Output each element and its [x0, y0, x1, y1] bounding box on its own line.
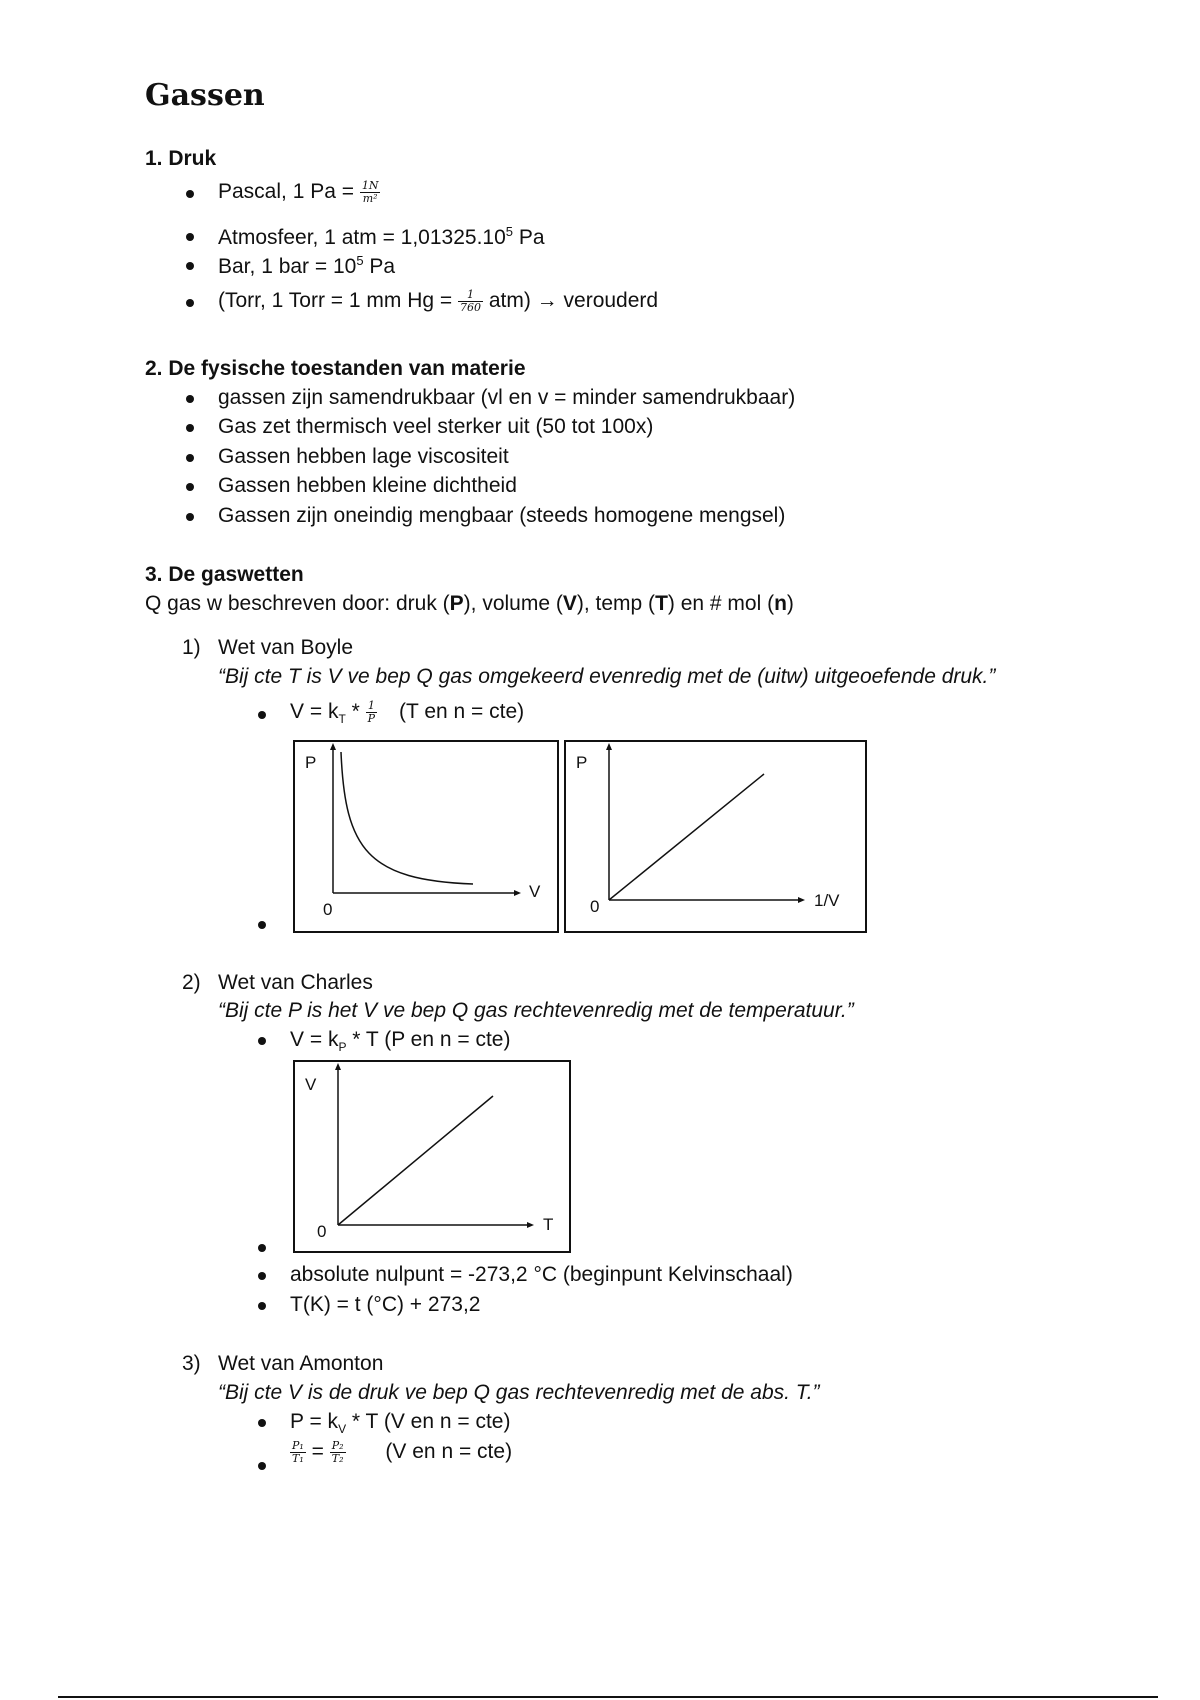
section-2-heading: 2. De fysische toestanden van materie [145, 357, 526, 380]
intro-text: ) en # mol ( [667, 592, 775, 615]
section-3-intro [145, 592, 794, 616]
list-item: gassen zijn samendrukbaar (vl en v = minder samendrukbaar) [218, 386, 796, 409]
intro-text: ), temp ( [576, 592, 656, 615]
bullet [258, 1302, 266, 1310]
axis-label-p: P [305, 753, 317, 772]
amonton-ratio-formula [290, 1440, 512, 1465]
bullet [186, 262, 194, 270]
bullet [186, 190, 194, 198]
intro-t: T [655, 592, 668, 615]
frac-den: P [367, 712, 376, 725]
intro-text: Q gas w beschreven door: druk ( [145, 592, 450, 615]
axis-label-v: V [529, 882, 541, 901]
atm-unit: Pa [513, 226, 545, 249]
torr-den: 760 [460, 301, 482, 314]
torr-num: 1 [458, 289, 483, 302]
ratio-fraction-1 [290, 1440, 306, 1465]
boyle-graph-p-inv-v [564, 740, 867, 933]
boyle-formula [290, 700, 524, 726]
bullet [258, 711, 266, 719]
bar-exp: 5 [356, 253, 364, 268]
amonton-number: 3) [182, 1352, 201, 1375]
formula-text: * T (V en n = cte) [346, 1410, 511, 1433]
boyle-fraction [366, 700, 377, 725]
bullet [258, 1462, 266, 1470]
pascal-fraction [360, 180, 381, 205]
charles-graph-v-t [293, 1060, 571, 1253]
bullet [186, 299, 194, 307]
formula-text: V = k [290, 1028, 339, 1051]
intro-text: ), volume ( [463, 592, 563, 615]
linear-line [609, 774, 764, 900]
bullet [186, 424, 194, 432]
amonton-formula [290, 1410, 510, 1436]
atm-line [218, 224, 545, 250]
atm-label: Atmosfeer, 1 atm = 1,01325.10 [218, 226, 506, 249]
hyperbola-curve [341, 752, 473, 884]
section-3-heading: 3. De gaswetten [145, 563, 304, 586]
frac-num: P₂ [331, 1439, 344, 1452]
page-title: Gassen [145, 78, 265, 113]
charles-title: Wet van Charles [218, 971, 373, 994]
bar-label: Bar, 1 bar = 10 [218, 255, 357, 278]
torr-label: (Torr, 1 Torr = 1 mm Hg = [218, 289, 459, 313]
origin-label: 0 [590, 897, 600, 916]
list-item: Gassen zijn oneindig mengbaar (steeds homogene mengsel) [218, 504, 786, 527]
axis-label-t: T [543, 1215, 554, 1234]
bullet [186, 513, 194, 521]
formula-text: * T (P en n = cte) [346, 1028, 511, 1051]
list-item: T(K) = t (°C) + 273,2 [290, 1293, 481, 1316]
charles-number: 2) [182, 971, 201, 994]
bar-unit: Pa [363, 255, 396, 278]
boyle-number: 1) [182, 636, 201, 659]
torr-line [218, 289, 658, 314]
frac-num: 1 [366, 700, 377, 713]
atm-exp: 5 [505, 224, 513, 239]
origin-label: 0 [317, 1222, 327, 1241]
bullet [258, 921, 266, 929]
list-item: Gassen hebben kleine dichtheid [218, 474, 517, 497]
frac-den: T₂ [331, 1452, 344, 1465]
amonton-quote: “Bij cte V is de druk ve bep Q gas rechtevenredig met de abs. T.” [218, 1381, 820, 1404]
formula-text: V = k [290, 700, 339, 724]
list-item: Gas zet thermisch veel sterker uit (50 tot 100x) [218, 415, 654, 438]
boyle-graph-p-v [293, 740, 559, 933]
formula-condition: (T en n = cte) [399, 700, 525, 724]
charles-formula [290, 1028, 510, 1054]
bar-line [218, 253, 395, 279]
bullet [258, 1037, 266, 1045]
boyle-quote: “Bij cte T is V ve bep Q gas omgekeerd evenredig met de (uitw) uitgeoefende druk.” [218, 665, 996, 688]
axis-label-p: P [576, 753, 588, 772]
intro-p: P [449, 592, 464, 615]
origin-label: 0 [323, 900, 333, 919]
formula-text: P = k [290, 1410, 339, 1433]
intro-text: ) [786, 592, 794, 615]
formula-sub: V [338, 1422, 347, 1437]
intro-v: V [562, 592, 577, 615]
bullet [258, 1419, 266, 1427]
formula-condition: (V en n = cte) [385, 1440, 513, 1464]
pascal-num: 1N [361, 179, 379, 192]
torr-fraction [458, 289, 483, 314]
bullet [186, 395, 194, 403]
amonton-title: Wet van Amonton [218, 1352, 384, 1375]
formula-sub: P [338, 1040, 347, 1055]
list-item: absolute nulpunt = -273,2 °C (beginpunt Kelvinschaal) [290, 1263, 793, 1286]
bullet [186, 454, 194, 462]
footer-divider [58, 1696, 1158, 1698]
bullet [186, 483, 194, 491]
formula-text: * [345, 700, 366, 724]
charles-quote: “Bij cte P is het V ve bep Q gas rechtevenredig met de temperatuur.” [218, 999, 854, 1022]
linear-line [338, 1096, 493, 1225]
axis-label-v: V [305, 1075, 317, 1094]
frac-den: T₁ [292, 1452, 304, 1465]
boyle-title: Wet van Boyle [218, 636, 354, 659]
pascal-label: Pascal, 1 Pa = [218, 180, 360, 204]
section-1-heading: 1. Druk [145, 147, 217, 170]
pascal-line [218, 180, 380, 205]
bullet [258, 1272, 266, 1280]
bullet [258, 1244, 266, 1252]
formula-sub: T [338, 712, 346, 727]
equals-sign: = [311, 1440, 324, 1464]
axis-label-inv-v: 1/V [814, 891, 840, 910]
pascal-den: m² [362, 192, 378, 205]
ratio-fraction-2 [330, 1440, 346, 1465]
torr-tail: atm) → verouderd [483, 289, 659, 313]
intro-n: n [774, 592, 787, 615]
list-item: Gassen hebben lage viscositeit [218, 445, 509, 468]
frac-num: P₁ [292, 1439, 304, 1452]
bullet [186, 233, 194, 241]
